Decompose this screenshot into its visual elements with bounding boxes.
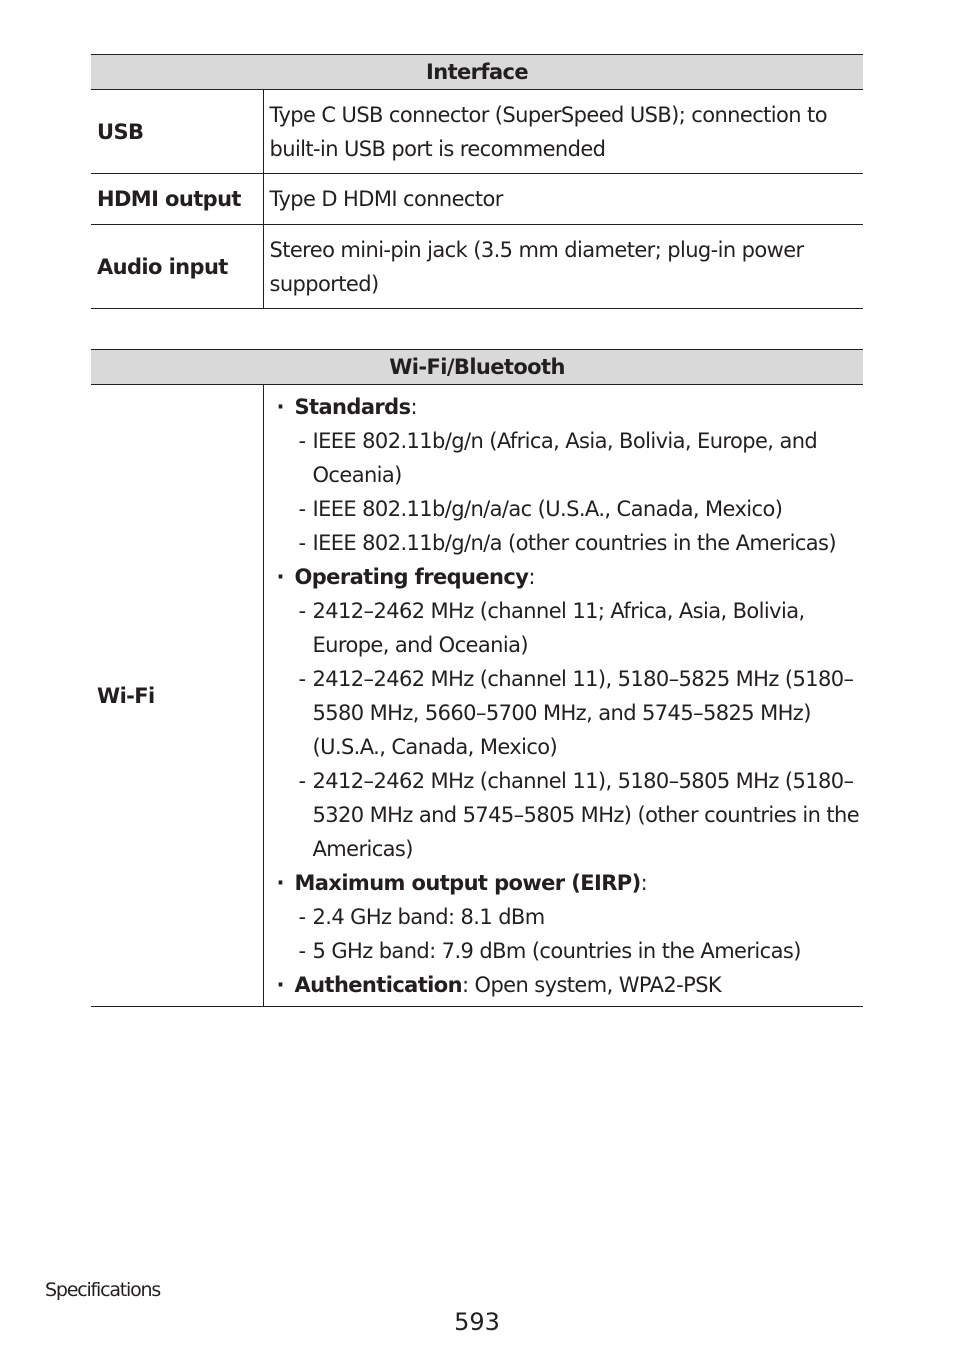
power-sub-item: - 5 GHz band: 7.9 dBm (countries in the Americas) — [277, 934, 860, 968]
interface-header: Interface — [91, 55, 863, 90]
standards-sub-item: - IEEE 802.11b/g/n (Africa, Asia, Bolivia, Europe, and Oceania) — [277, 424, 860, 492]
standards-suffix: : — [410, 394, 417, 419]
table-row — [91, 385, 863, 1007]
hdmi-label: HDMI output — [91, 174, 263, 225]
frequency-sub-item: - 2412–2462 MHz (channel 11; Africa, Asia, Bolivia, Europe, and Oceania) — [277, 594, 860, 662]
authentication-value: : Open system, WPA2-PSK — [461, 972, 722, 997]
frequency-item — [277, 560, 860, 594]
power-title: Maximum output power (EIRP) — [294, 870, 641, 895]
audio-value: Stereo mini-pin jack (3.5 mm diameter; plug-in power supported) — [263, 225, 863, 309]
wifi-value — [263, 385, 863, 1007]
power-suffix: : — [640, 870, 648, 895]
standards-title: Standards — [294, 394, 411, 419]
frequency-sub-item: - 2412–2462 MHz (channel 11), 5180–5805 MHz (5180–5320 MHz and 5745–5805 MHz) (other countries in the Americas) — [277, 764, 860, 866]
usb-value: Type C USB connector (SuperSpeed USB); connection to built-in USB port is recommended — [263, 90, 863, 174]
standards-sub-item: - IEEE 802.11b/g/n/a (other countries in the Americas) — [277, 526, 860, 560]
table-row — [91, 90, 863, 174]
page-number: 593 — [454, 1308, 500, 1336]
frequency-sub-item: - 2412–2462 MHz (channel 11), 5180–5825 MHz (5180–5580 MHz, 5660–5700 MHz, and 5745–5825 MHz) (U.S.A., Canada, Mexico) — [277, 662, 860, 764]
table-row — [91, 225, 863, 309]
table-row — [91, 174, 863, 225]
hdmi-value: Type D HDMI connector — [263, 174, 863, 225]
authentication-item — [277, 968, 860, 1002]
audio-label: Audio input — [91, 225, 263, 309]
authentication-title: Authentication — [294, 972, 462, 997]
wifi-bluetooth-header: Wi-Fi/Bluetooth — [91, 350, 863, 385]
interface-table — [91, 54, 863, 309]
footer-section-label: Specifications — [45, 1279, 161, 1301]
standards-item — [277, 390, 860, 424]
power-item — [277, 866, 860, 900]
wifi-label: Wi-Fi — [91, 385, 263, 1007]
usb-label: USB — [91, 90, 263, 174]
power-sub-item: - 2.4 GHz band: 8.1 dBm — [277, 900, 860, 934]
frequency-suffix: : — [528, 564, 535, 589]
standards-sub-item: - IEEE 802.11b/g/n/a/ac (U.S.A., Canada, Mexico) — [277, 492, 860, 526]
frequency-title: Operating frequency — [294, 564, 529, 589]
wifi-bluetooth-table — [91, 349, 863, 1007]
